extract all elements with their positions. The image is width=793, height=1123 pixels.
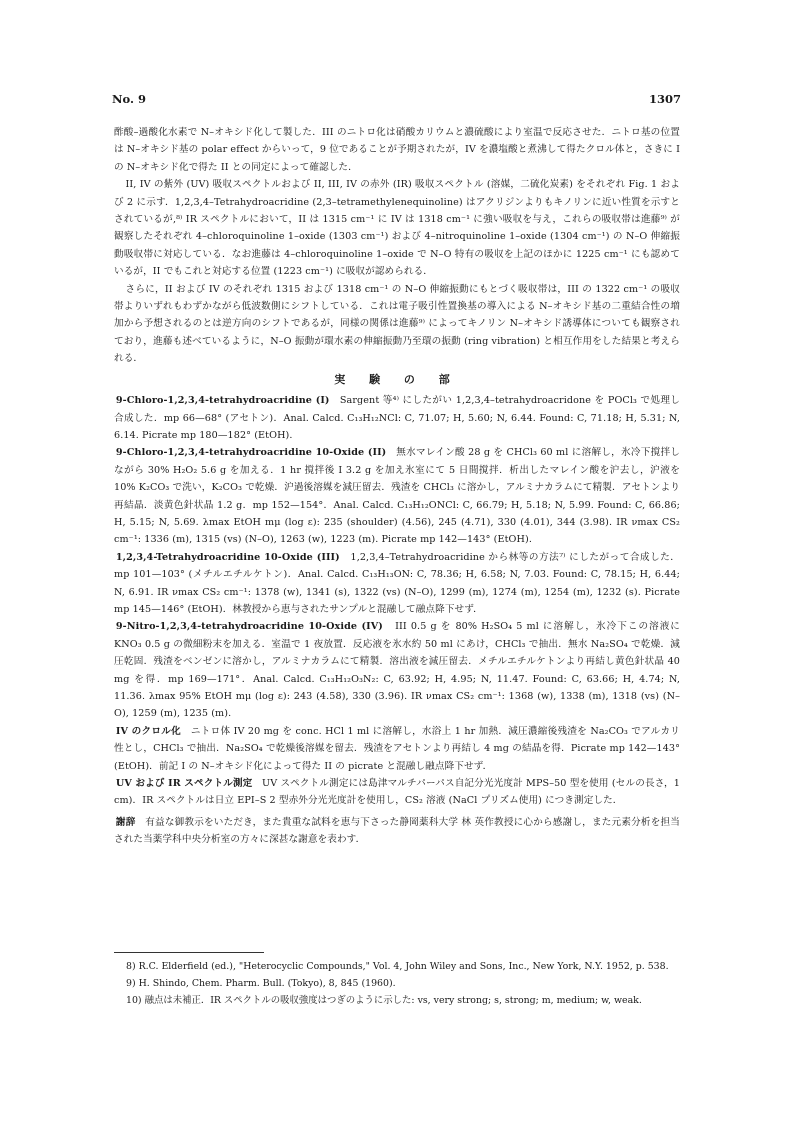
procedure-text: 無水マレイン酸 28 g を CHCl₃ 60 ml に溶解し，氷冷下撹拌しながら 30% H₂O₂ 5.6 g を加える．1 hr 撹拌後 I 3.2 g を加え氷室にて 5 日間撹拌．析出したマレイン酸を沪去し，沪液を 10% K₂CO₃ で洗い，K₂CO₃ で乾燥．沪過後溶媒を減圧留去．残渣を CHCl₃ に溶かし，アルミナカラムにて精製．アセトンより再結晶．淡黄色針状晶 1.2 g．mp 152—154°．Anal. Calcd. C₁₃H₁₂ONCl: C, 66.79; H, 5.18; N, 5.99. Found: C, 66.86; H, 5.15; N, 5.69. λmax EtOH mμ (log ε): 235 (shoulder) (4.56), 245 (4.71), 330 (4.01), 344 (3.98). IR νmax CS₂ cm⁻¹: 1336 (m), 1315 (vs) (N–O), 1263 (w), 1223 (m). Picrate mp 142—143° (EtOH).	[114, 447, 681, 546]
acknowledgment-title: 謝辞	[115, 816, 136, 828]
intro-paragraph: II, IV の紫外 (UV) 吸収スペクトルおよび II, III, IV の赤外 (IR) 吸収スペクトル (溶媒，二硫化炭素) をそれぞれ Fig. 1 および 2 に示す．1,2,3,4–Tetrahydroacridine (2,3–tetramethylenequinoline) はアクリジンよりもキノリンに近い性質を示すとされているが,⁸⁾ IR スペクトルにおいて，II は 1315 cm⁻¹ に IV は 1318 cm⁻¹ に強い吸収を与え，これらの吸収帯は進藤⁹⁾ が観察したそれぞれ 4–chloroquinoline 1–oxide (1303 cm⁻¹) および 4–nitroquinoline 1–oxide (1304 cm⁻¹) の N–O 伸縮振動吸収帯に対応している．なお進藤は 4–chloroquinoline 1–oxide で N–O 特有の吸収を上記のほかに 1225 cm⁻¹ にも認めているが，II でもこれと対応する位置 (1223 cm⁻¹) に吸収が認められる．	[114, 179, 680, 278]
experiment-entry	[114, 444, 680, 548]
compound-title: 9-Nitro-1,2,3,4-tetrahydroacridine 10-Oxide (IV)	[115, 621, 383, 633]
section-title: 実 験 の 部	[334, 372, 460, 386]
experiment-entry	[114, 549, 680, 619]
references-list	[114, 958, 680, 1009]
article-body	[114, 124, 680, 849]
intro-paragraph: さらに，II および IV のそれぞれ 1315 および 1318 cm⁻¹ の N–O 伸縮振動にもとづく吸収帯は，III の 1322 cm⁻¹ の吸収帯よりいずれもわずかながら低波数側にシフトしている．これは電子吸引性置換基の導入による N–オキシド基の二重結合性の増加から予想されるのとは逆方向のシフトであるが，同様の関係は進藤⁹⁾ によってキノリン N–オキシド誘導体についても観察されており，進藤も述べているように，N–O 振動が環水素の伸縮振動乃至環の振動 (ring vibration) と相互作用をした結果と考えられる．	[114, 283, 680, 365]
compound-title: 1,2,3,4-Tetrahydroacridine 10-Oxide (III)	[115, 551, 340, 563]
footnote-divider	[114, 952, 264, 953]
procedure-text: ニトロ体 IV 20 mg を conc. HCl 1 ml に溶解し，水浴上 1 hr 加熱．減圧濃縮後残渣を Na₂CO₃ でアルカリ性とし，CHCl₃ で抽出．Na₂SO₄ で乾燥後溶媒を留去．残渣をアセトンより再結し 4 mg の結晶を得．Picrate mp 142—143° (EtOH)．前記 I の N–オキシド化によって得た II の picrate と混融し融点降下せず．	[114, 725, 681, 772]
experiment-entry	[114, 392, 680, 444]
compound-title: IV のクロル化	[115, 725, 181, 737]
procedure-text: III 0.5 g を 80% H₂SO₄ 5 ml に溶解し，氷冷下この溶液に KNO₃ 0.5 g の微細粉末を加える．室温で 1 夜放置．反応液を氷水約 50 ml にあけ，CHCl₃ で抽出．無水 Na₂SO₄ で乾燥．減圧乾固．残渣をベンゼンに溶かし，アルミナカラムにて精製．溶出液を減圧留去．メチルエチルケトンより再結し黄色針状晶 40 mg を得．mp 169—171°．Anal. Calcd. C₁₃H₁₂O₃N₂: C, 63.92; H, 4.95; N, 11.47. Found: C, 63.66; H, 4.74; N, 11.36. λmax 95% EtOH mμ (log ε): 243 (4.58), 330 (3.96). IR νmax CS₂ cm⁻¹: 1368 (w), 1338 (m), 1318 (vs) (N–O), 1259 (m), 1235 (m).	[114, 621, 680, 720]
issue-number: No. 9	[112, 92, 146, 106]
procedure-text: Sargent 等⁴⁾ にしたがい 1,2,3,4–tetrahydroacridone を POCl₃ で処理し合成した．mp 66—68° (アセトン)．Anal. Calcd. C₁₃H₁₂NCl: C, 71.07; H, 5.60; N, 6.44. Found: C, 71.18; H, 5.31; N, 6.14. Picrate mp 180—182° (EtOH).	[114, 395, 680, 441]
intro-paragraph: 酢酸–過酸化水素で N–オキシド化して製した．III のニトロ化は硝酸カリウムと濃硫酸により室温で反応させた．ニトロ基の位置は N–オキシド基の polar effect からいって，9 位であることが予期されたが，IV を濃塩酸と煮沸して得たクロル体と，さきに I の N–オキシド化で得た II との同定によって確認した．	[114, 127, 680, 173]
reference-item: 9) H. Shindo, Chem. Pharm. Bull. (Tokyo), 8, 845 (1960).	[126, 978, 396, 989]
experiment-entry	[114, 775, 680, 810]
page-header	[112, 92, 681, 110]
compound-title: UV および IR スペクトル測定	[115, 778, 253, 790]
experiment-entry	[114, 618, 680, 722]
acknowledgment	[114, 814, 680, 849]
reference-item: 8) R.C. Elderfield (ed.), "Heterocyclic Compounds," Vol. 4, John Wiley and Sons, Inc., New York, N.Y. 1952, p. 538.	[126, 961, 669, 972]
compound-title: 9-Chloro-1,2,3,4-tetrahydroacridine 10-Oxide (II)	[115, 447, 387, 459]
procedure-text: UV スペクトル測定には島津マルチパーパス自記分光光度計 MPS–50 型を使用 (セルの長さ，1 cm)．IR スペクトルは日立 EPI–S 2 型赤外分光光度計を使用し，CS₂ 溶液 (NaCl プリズム使用) につき測定した．	[114, 778, 681, 807]
acknowledgment-text: 有益な御教示をいただき，また貴重な試料を恵与下さった静岡薬科大学 林 英作教授に心から感謝し，また元素分析を担当された当薬学科中央分析室の方々に深甚な謝意を表わす．	[114, 816, 680, 846]
compound-title: 9-Chloro-1,2,3,4-tetrahydroacridine (I)	[115, 395, 330, 407]
experiment-entry	[114, 723, 680, 775]
page-number: 1307	[648, 92, 681, 106]
reference-item: 10) 融点は未補正．IR スペクトルの吸収強度はつぎのように示した: vs, very strong; s, strong; m, medium; w, weak.	[126, 995, 642, 1006]
procedure-text: 1,2,3,4–Tetrahydroacridine から林等の方法⁷⁾ にしたがって合成した．mp 101—103° (メチルエチルケトン)．Anal. Calcd. C₁₃H₁₃ON: C, 78.36; H, 6.58; N, 7.03. Found: C, 78.15; H, 6.44; N, 6.91. IR νmax CS₂ cm⁻¹: 1378 (w), 1341 (s), 1322 (vs) (N–O), 1299 (m), 1274 (m), 1254 (m), 1232 (s). Picrate mp 145—146° (EtOH)．林教授から恵与されたサンプルと混融して融点降下せず．	[114, 551, 680, 615]
